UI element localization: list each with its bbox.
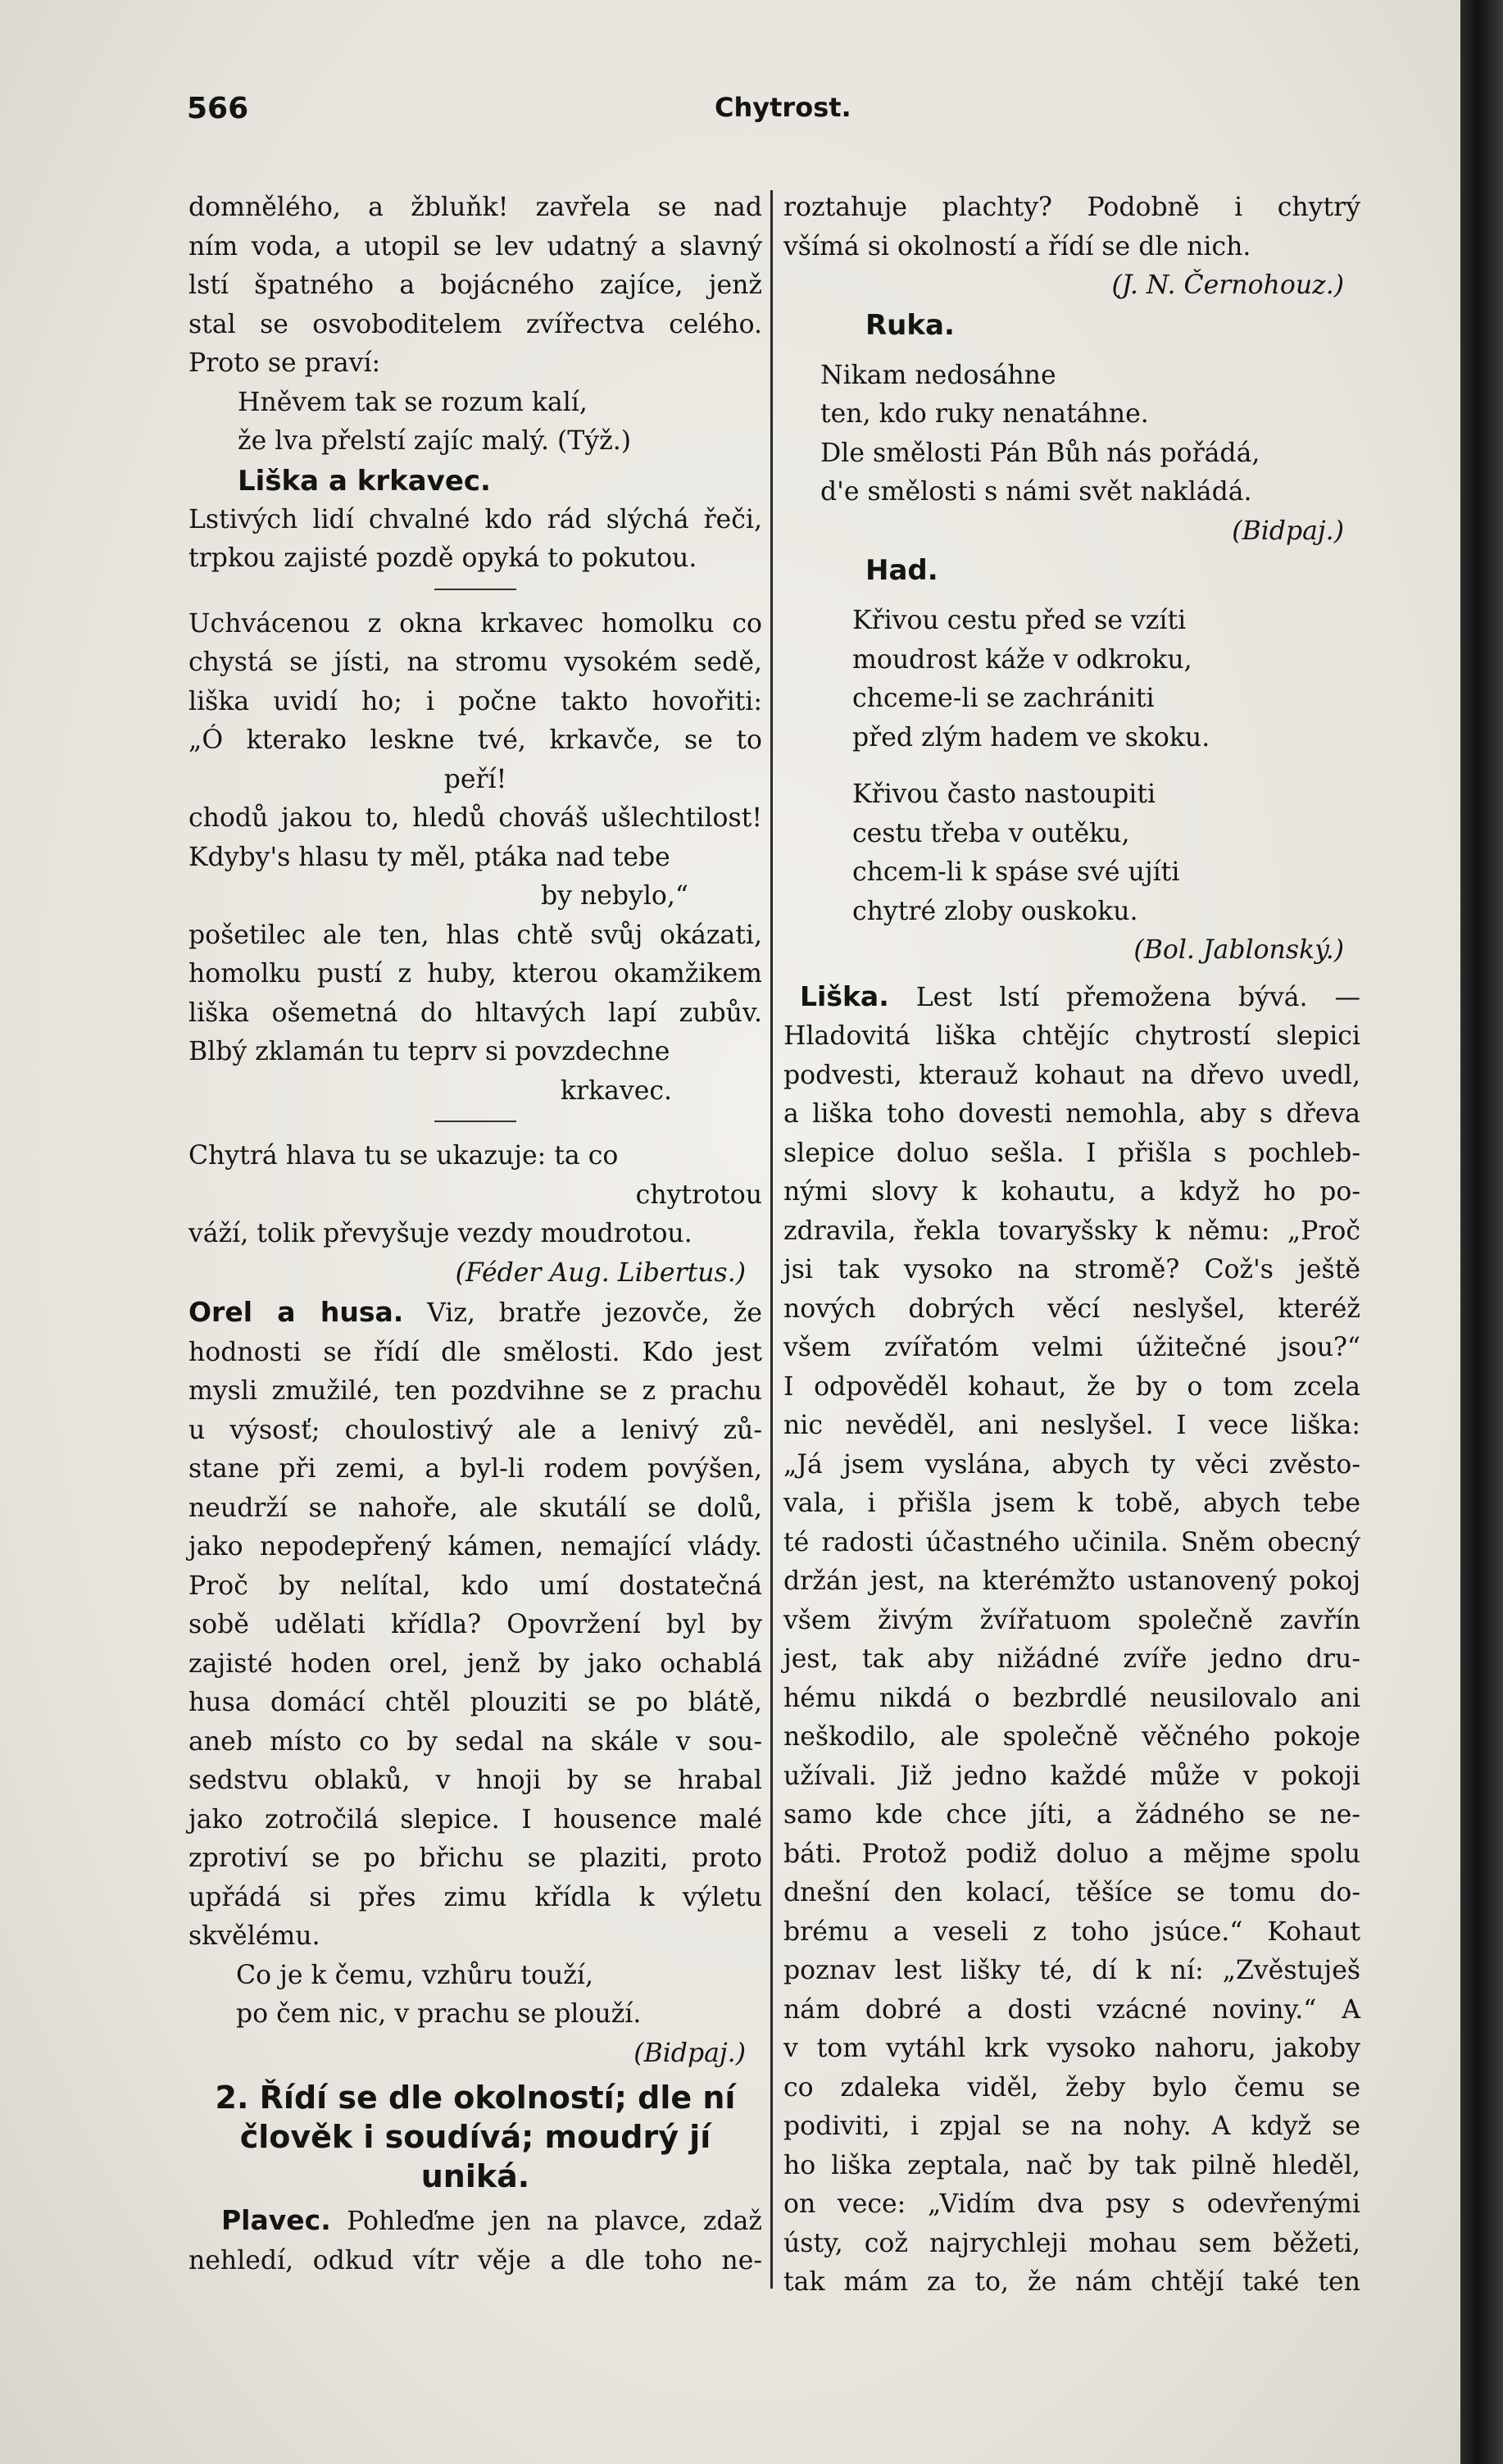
poem-line: pošetilec ale ten, hlas chtě svůj okázati,	[188, 920, 762, 950]
attribution: (J. N. Černohouz.)	[1111, 270, 1344, 300]
verse-had-2	[783, 775, 1360, 931]
verse-line: moudrost káže v odkroku,	[852, 644, 1192, 675]
text-line: nehledí, odkud vítr věje a dle toho ne-	[188, 2245, 762, 2275]
text-line: hodnosti se řídí dle smělosti. Kdo jest	[188, 1337, 762, 1367]
text-line: nými slovy k kohautu, a když ho po-	[783, 1177, 1360, 1207]
verse-line: Co je k čemu, vzhůru touží,	[236, 1960, 593, 1990]
text-line: užívali. Již jedno každé může v pokoji	[783, 1761, 1360, 1791]
verse-line: Hněvem tak se rozum kalí,	[238, 387, 588, 417]
text-line: jako zotročilá slepice. I housence malé	[188, 1804, 762, 1834]
attribution: (Féder Aug. Libertus.)	[455, 1257, 746, 1288]
text-line: podiviti, i zpjal se na nohy. A když se	[783, 2112, 1360, 2141]
paragraph-liska	[783, 977, 1360, 2303]
text-line: zajisté hoden orel, jenž by jako ochablá	[188, 1648, 762, 1679]
poem-line: chystá se jísti, na stromu vysokém sedě,	[188, 648, 762, 677]
running-title: Chytrost.	[715, 92, 851, 123]
text-line: trpkou zajisté pozdě opyká to pokutou.	[188, 543, 697, 573]
column-divider	[770, 190, 773, 2289]
text-line: a liška toho dovesti nemohla, aby s dřeva	[783, 1099, 1360, 1129]
heading-had: Had.	[865, 554, 938, 587]
text-line: skvělému.	[188, 1921, 320, 1951]
text-line: zdravila, řekla tovaryšsky k němu: „Proč	[783, 1216, 1360, 1246]
text-line: té radosti účastného učinila. Sněm obecný	[783, 1527, 1360, 1557]
text-line: upřádá si přes zimu křídla k výletu	[188, 1882, 762, 1912]
heading-liska-a-krkavec: Liška a krkavec.	[238, 464, 491, 498]
section-title-line: 2. Řídí se dle okolností; dle ní	[215, 2080, 736, 2116]
scan-edge-shadow	[1460, 0, 1503, 2464]
motto-lstivych	[188, 501, 762, 579]
heading-orel-a-husa: Orel a husa.	[188, 1296, 404, 1328]
text-line: aneb místo co by sedal na skále v sou-	[188, 1726, 762, 1757]
text-line: sobě udělati křídla? Opovržení byl by	[188, 1610, 762, 1639]
verse-had-1	[783, 602, 1360, 757]
text-line: husa domácí chtěl plouziti se po blátě,	[188, 1688, 762, 1717]
text-line: jsi tak vysoko na stromě? Což's ještě	[783, 1255, 1360, 1284]
text-line: ho liška zeptala, nač by tak pilně hleděl,	[783, 2150, 1360, 2180]
verse-line: chytré zloby ouskoku.	[852, 896, 1138, 926]
poem-line: Blbý zklamán tu teprv si povzdechne	[188, 1037, 670, 1066]
verse-line: chcem-li k spáse své ujíti	[852, 857, 1180, 887]
text-line: sedstvu oblaků, v hnoji by se hrabal	[188, 1766, 762, 1795]
paragraph-plavec	[188, 2201, 762, 2280]
text-line: on vece: „Vidím dva psy s odevřenými	[783, 2189, 1360, 2219]
text-line: tak mám za to, že nám chtějí také ten	[783, 2267, 1360, 2297]
text-line: lstí špatného a bojácného zajíce, jenž	[188, 270, 762, 300]
verse-line: chceme-li se zachrániti	[852, 684, 1155, 713]
poem-line: by nebylo,“	[540, 881, 688, 911]
verse-line: Křivou cestu před se vzíti	[852, 606, 1187, 635]
text-line: slepice doluo sešla. I přišla s pochleb-	[783, 1138, 1360, 1168]
verse-line: po čem nic, v prachu se plouží.	[236, 1999, 642, 2029]
text-line: samo kde chce jíti, a žádného se ne-	[783, 1800, 1360, 1830]
verse-line: Křivou často nastoupiti	[852, 780, 1156, 809]
heading-plavec: Plavec.	[221, 2204, 331, 2236]
text-line: Proto se praví:	[188, 348, 381, 378]
verse-line: že lva přelstí zajíc malý. (Týž.)	[238, 426, 631, 456]
poem-line: Kdyby's hlasu ty měl, ptáka nad tebe	[188, 842, 670, 872]
spacer	[783, 757, 1360, 775]
text-line: váží, tolik převyšuje vezdy moudrotou.	[188, 1219, 692, 1248]
text-line: neškodilo, ale společně věčného pokoje	[783, 1722, 1360, 1752]
text-line: stal se osvoboditelem zvířectva celého.	[188, 309, 762, 339]
text-line: hému nikdá o bezbrdlé neusilovalo ani	[783, 1683, 1360, 1713]
heading-liska: Liška.	[800, 980, 889, 1012]
text-line: držán jest, na kterémžto ustanovený pokoj	[783, 1566, 1360, 1596]
text-line: všem živým žvířatuom společně zavřín	[783, 1605, 1360, 1635]
text-line: Hladovitá liška chtějíc chytrostí slepici	[783, 1021, 1360, 1051]
text-line: podvesti, kterauž kohaut na dřevo uvedl,	[783, 1060, 1360, 1090]
spacer	[783, 345, 1360, 357]
text-line: domnělého, a žbluňk! zavřela se nad	[188, 193, 762, 222]
text-line: roztahuje plachty? Podobně i chytrý	[783, 193, 1360, 222]
text-line: v tom vytáhl krk vysoko nahoru, jakoby	[783, 2034, 1360, 2063]
verse-line: d'e smělosti s námi svět nakládá.	[820, 477, 1252, 507]
text-line: ústy, což najrychleji mohau sem běžeti,	[783, 2228, 1360, 2258]
heading-ruka: Ruka.	[865, 308, 955, 342]
text-line: I odpověděl kohaut, že by o tom zcela	[783, 1371, 1360, 1402]
verse-hnevem	[188, 384, 762, 461]
text-line: Viz, bratře jezovče, že	[427, 1298, 763, 1328]
text-line: všímá si okolností a řídí se dle nich.	[783, 231, 1251, 261]
poem-line: homolku pustí z huby, kterou okamžikem	[188, 959, 762, 989]
attribution: (Bidpaj.)	[1232, 516, 1344, 546]
text-line: báti. Protož podiž doluo a mějme spolu	[783, 1839, 1360, 1869]
section-title	[188, 2078, 762, 2196]
separator-rule	[434, 1121, 516, 1122]
poem-line: chodů jakou to, hledů chováš ušlechtilost!	[188, 803, 762, 833]
poem-line: Uchvácenou z okna krkavec homolku co	[188, 608, 762, 639]
poem-line: krkavec.	[560, 1075, 672, 1106]
spacer	[783, 971, 1360, 977]
text-line: vala, i přišla jsem k tobě, abych tebe	[783, 1489, 1360, 1518]
section-title-line: člověk i soudívá; moudrý jí	[239, 2119, 711, 2155]
verse-ruka	[783, 357, 1360, 512]
spacer	[783, 590, 1360, 602]
attribution: (Bol. Jablonský.)	[1133, 935, 1344, 965]
text-line: nových dobrých věcí neslyšel, kteréž	[783, 1293, 1360, 1324]
paragraph-plavec-continued	[783, 189, 1360, 306]
text-line: mysli zmužilé, ten pozdvihne se z prachu	[188, 1376, 762, 1406]
separator-rule	[434, 589, 516, 590]
text-line: ním voda, a utopil se lev udatný a slavný	[188, 231, 762, 261]
text-line: nám dobré a dosti vzácné noviny.“ A	[783, 1994, 1360, 2025]
text-line: poznav lest lišky té, dí k ní: „Zvěstuješ	[783, 1956, 1360, 1985]
text-line: Pohleďme jen na plavce, zdaž	[347, 2207, 763, 2236]
text-line: chytrotou	[635, 1180, 762, 1210]
text-line: „Já jsem vyslána, abych ty věci zvěsto-	[783, 1449, 1360, 1480]
left-column	[188, 189, 762, 2280]
verse-line: Nikam nedosáhne	[820, 360, 1056, 390]
text-line: neudrží se nahoře, ale skutálí se dolů,	[188, 1493, 762, 1523]
poem-line: liška uvidí ho; i počne takto hovořiti:	[188, 686, 762, 716]
poem-line: liška ošemetná do hltavých lapí zubův.	[188, 998, 762, 1028]
poem-krkavec	[188, 605, 762, 1112]
text-line: Lstivých lidí chvalné kdo rád slýchá řeči,	[188, 504, 762, 534]
poem-line: peří!	[443, 764, 507, 794]
verse-line: cestu třeba v outěku,	[852, 818, 1130, 848]
text-line: Chytrá hlava tu se ukazuje: ta co	[188, 1141, 619, 1171]
paragraph-orel-a-husa	[188, 1293, 762, 1957]
text-line: stane při zemi, a byl-li rodem povýšen,	[188, 1454, 762, 1484]
text-line: dnešní den kolací, těšíce se tomu do-	[783, 1878, 1360, 1907]
verse-line: před zlým hadem ve skoku.	[852, 722, 1210, 752]
paragraph-lev-ending	[188, 189, 762, 384]
text-line: všem zvířatóm velmi úžitečné jsou?“	[783, 1333, 1360, 1362]
verse-co-je-k-cemu	[188, 1957, 762, 2034]
section-title-line: uniká.	[420, 2158, 530, 2194]
right-column	[783, 189, 1360, 2303]
poem-line: „Ó kterako leskne tvé, krkavče, se to	[188, 725, 762, 755]
text-line: jest, tak aby nižádné zvíře jedno dru-	[783, 1644, 1360, 1674]
page-number: 566	[187, 92, 249, 125]
text-line: nic nevěděl, ani neslyšel. I vece liška:	[783, 1411, 1360, 1440]
text-line: u výsosť; choulostivý ale a lenivý zů-	[188, 1415, 762, 1445]
verse-line: Dle smělosti Pán Bůh nás pořádá,	[820, 438, 1260, 468]
text-line: zprotiví se po břichu se plaziti, proto	[188, 1843, 762, 1873]
text-line: jako nepodepřený kámen, nemající vlády.	[188, 1532, 762, 1562]
text-line: Proč by nelítal, kdo umí dostatečná	[188, 1571, 762, 1601]
verse-line: ten, kdo ruky nenatáhne.	[820, 399, 1149, 429]
text-line: co zdaleka viděl, žeby bylo čemu se	[783, 2072, 1360, 2103]
moral-chytra-hlava	[188, 1137, 762, 1293]
text-line: brému a veseli z toho jsúce.“ Kohaut	[783, 1916, 1360, 1947]
attribution: (Bidpaj.)	[633, 2038, 746, 2068]
text-line: Lest lstí přemožena bývá. —	[915, 982, 1361, 1012]
